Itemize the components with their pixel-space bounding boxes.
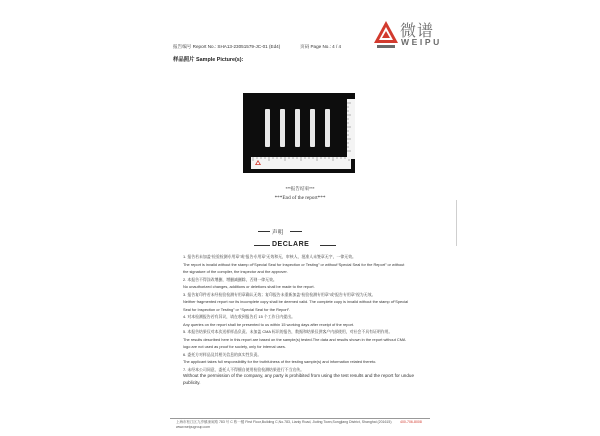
declare-en-rule-left bbox=[254, 245, 270, 246]
footer-postcode: (201615) bbox=[377, 420, 392, 424]
declare-line: 4. 对本检测报告若有异议，请在收到报告后 15 个工作日内提出。 bbox=[183, 314, 295, 319]
footer-website: www.weipugroup.com bbox=[176, 425, 211, 429]
declare-line: 1. 报告若未加盖“检验检测专用章”或“报告专用章”无效和无，审核人、批准人未签章无字，一律无效。 bbox=[183, 254, 356, 259]
sample-pictures-title: 样品照片 Sample Picture(s): bbox=[173, 57, 244, 63]
end-of-report-cn: ***报告结束*** bbox=[285, 186, 315, 191]
declare-line: 5. 本报告结果仅对本次送样样品负责。未加盖 CMA 标识的报告，数据和结果仅供客户内部使用，对社会不具有证明作用。 bbox=[183, 329, 393, 334]
page-number: 页码 Page No.: 4 / 4 bbox=[300, 44, 342, 49]
declare-title-cn: 声明 bbox=[272, 230, 284, 236]
declare-line: The applicant takes full responsibility for the truthfulness of the testing sample(s) and information related thereto. bbox=[183, 359, 377, 364]
report-number: 报告编号 Report No.: SHA13-23051579-JC-01 (Ed4) bbox=[173, 44, 281, 49]
declare-line: the signature of the compiler, the inspector and the approver. bbox=[183, 269, 288, 274]
declare-body bbox=[183, 253, 443, 387]
declare-cn-rule-right bbox=[290, 231, 302, 232]
footer-address-text: 上海市松江区九亭镇涞寅路 783 号 C 栋一楼 First Floor,Building C,No.783, Lianly Road, Jiuting Town,Songjiang District, Shanghai bbox=[176, 420, 377, 424]
footer-phone: 400-706-8008 bbox=[400, 420, 422, 424]
logo-english-name: WEIPU bbox=[401, 37, 442, 47]
declare-line: logo are not used as proof for society, only for internal uses. bbox=[183, 344, 286, 349]
declare-line: The report is invalid without the stamp of“Special Seal for Inspection or Testing” or without“Special Seal for the Report” or without bbox=[183, 261, 405, 267]
declare-line: The results described here in this report are based on the sample(s) tested.The data and results shown in the report without CMA bbox=[183, 336, 406, 342]
declare-line: Without the permission of the company, any party is prohibited from using the test results and the report for undue bbox=[183, 373, 414, 378]
declare-line: Seal for Inspection or Testing” or “Special Seal for the Report”. bbox=[183, 306, 291, 312]
declare-cn-rule-left bbox=[258, 231, 270, 232]
footer-rule bbox=[170, 418, 430, 419]
sample-photo bbox=[243, 93, 355, 173]
declare-line: 7. 未经本公司同意，委托人不得擅自使用检验检测结果进行不当宣传。 bbox=[183, 366, 305, 372]
declare-line: No unauthorized changes, additions or deletions shall be made to the report. bbox=[183, 284, 315, 289]
logo-chinese-name: 微谱 bbox=[400, 21, 435, 40]
declare-line: publicity. bbox=[183, 379, 201, 385]
declare-line: 6. 委托方对样品及其相关信息的真实性负责。 bbox=[183, 351, 262, 357]
sample-photo-image bbox=[243, 93, 355, 173]
page-edge-shadow bbox=[456, 200, 457, 246]
declare-en-rule-right bbox=[320, 245, 336, 246]
declare-line: 3. 报告复印件若未经检验检测专用章确认无效；复印报告未重新加盖“检验检测专用章”或“报告专用章”视为无效。 bbox=[183, 291, 376, 297]
declare-title-en: DECLARE bbox=[272, 241, 310, 248]
end-of-report-en: ***End of the report*** bbox=[274, 195, 326, 201]
declare-line: Any queries on the report shall be presented to us within 15 working days after receipt of the report. bbox=[183, 321, 355, 327]
declare-line: 2. 本报告不得涂改增删，增删减删除，否则一律无效。 bbox=[183, 276, 277, 282]
declare-line: Neither fragmented report nor its incomplete copy shall be deemed valid. The complete copy is invalid without the stamp of“Special bbox=[183, 299, 409, 304]
